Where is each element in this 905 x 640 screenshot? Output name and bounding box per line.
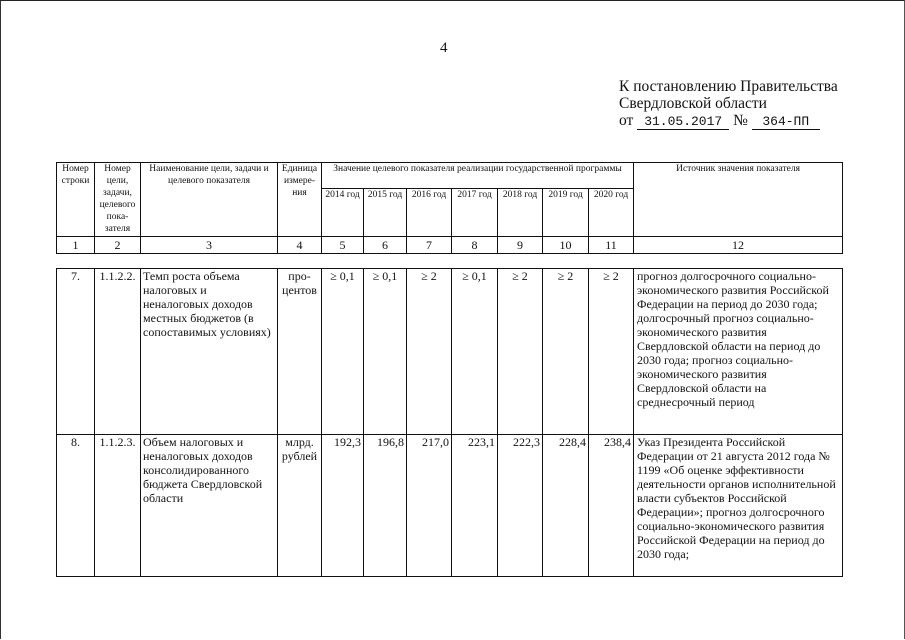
value-2016: 217,0 [407,435,452,577]
column-number: 7 [407,237,452,254]
value-2017: ≥ 0,1 [452,269,498,435]
header-row-number: Номер строки [57,163,95,237]
header-year: 2015 год [364,189,407,237]
column-number: 2 [95,237,141,254]
header-unit: Единица измере-ния [278,163,322,237]
goal-name: Темп роста объема налоговых и неналоговых доходов местных бюджетов (в сопоставимых условиях) [141,269,278,435]
decree-line-2: Свердловской области [619,95,767,112]
value-2020: 238,4 [589,435,634,577]
column-number: 6 [364,237,407,254]
value-2015: ≥ 0,1 [364,269,407,435]
header-goal-number: Номер цели, задачи, целевого пока-зателя [95,163,141,237]
header-year: 2014 год [322,189,364,237]
value-2014: ≥ 0,1 [322,269,364,435]
table-row [57,269,843,435]
header-target-values: Значение целевого показателя реализации государственной программы [322,163,634,189]
column-number: 5 [322,237,364,254]
indicator-table-body [56,268,843,577]
value-2016: ≥ 2 [407,269,452,435]
row-number: 8. [57,435,95,577]
goal-code: 1.1.2.3. [95,435,141,577]
value-source: Указ Президента Российской Федерации от 21 августа 2012 года № 1199 «Об оценке эффективности деятельности органов исполнительной власти субъектов Российской Федерации»; прогноз долгосрочного социально-экономического развития Российской Федерации на период до 2030 года; [634,435,843,577]
header-year: 2018 год [498,189,543,237]
value-source: прогноз долгосрочного социально-экономического развития Российской Федерации на период до 2030 года; долгосрочный прогноз социально-экономического развития Свердловской области на период до 2030 года; прогноз социально-экономического развития Свердловской области на среднесрочный период [634,269,843,435]
header-source: Источник значения показателя [634,163,843,237]
value-2019: ≥ 2 [543,269,589,435]
unit: млрд. рублей [278,435,322,577]
header-year: 2019 год [543,189,589,237]
decree-reference [619,78,838,130]
value-2019: 228,4 [543,435,589,577]
header-year: 2017 год [452,189,498,237]
decree-number-label: № [733,112,748,129]
column-number: 11 [589,237,634,254]
value-2015: 196,8 [364,435,407,577]
column-number: 8 [452,237,498,254]
decree-number: 364-ПП [752,115,820,130]
decree-date: 31.05.2017 [637,115,729,130]
column-number: 10 [543,237,589,254]
decree-date-line [619,112,838,130]
value-2018: 222,3 [498,435,543,577]
header-goal-name: Наименование цели, задачи и целевого показателя [141,163,278,237]
indicator-table-header [56,162,843,254]
row-number: 7. [57,269,95,435]
header-year: 2020 год [589,189,634,237]
value-2017: 223,1 [452,435,498,577]
unit: про-центов [278,269,322,435]
decree-from-label: от [619,112,634,129]
table-row [57,435,843,577]
column-number: 3 [141,237,278,254]
column-number: 1 [57,237,95,254]
value-2014: 192,3 [322,435,364,577]
column-number: 9 [498,237,543,254]
decree-line-1: К постановлению Правительства [619,78,838,95]
header-year: 2016 год [407,189,452,237]
column-number: 12 [634,237,843,254]
value-2020: ≥ 2 [589,269,634,435]
goal-code: 1.1.2.2. [95,269,141,435]
column-number: 4 [278,237,322,254]
goal-name: Объем налоговых и неналоговых доходов консолидированного бюджета Свердловской области [141,435,278,577]
page-number: 4 [440,40,448,56]
value-2018: ≥ 2 [498,269,543,435]
